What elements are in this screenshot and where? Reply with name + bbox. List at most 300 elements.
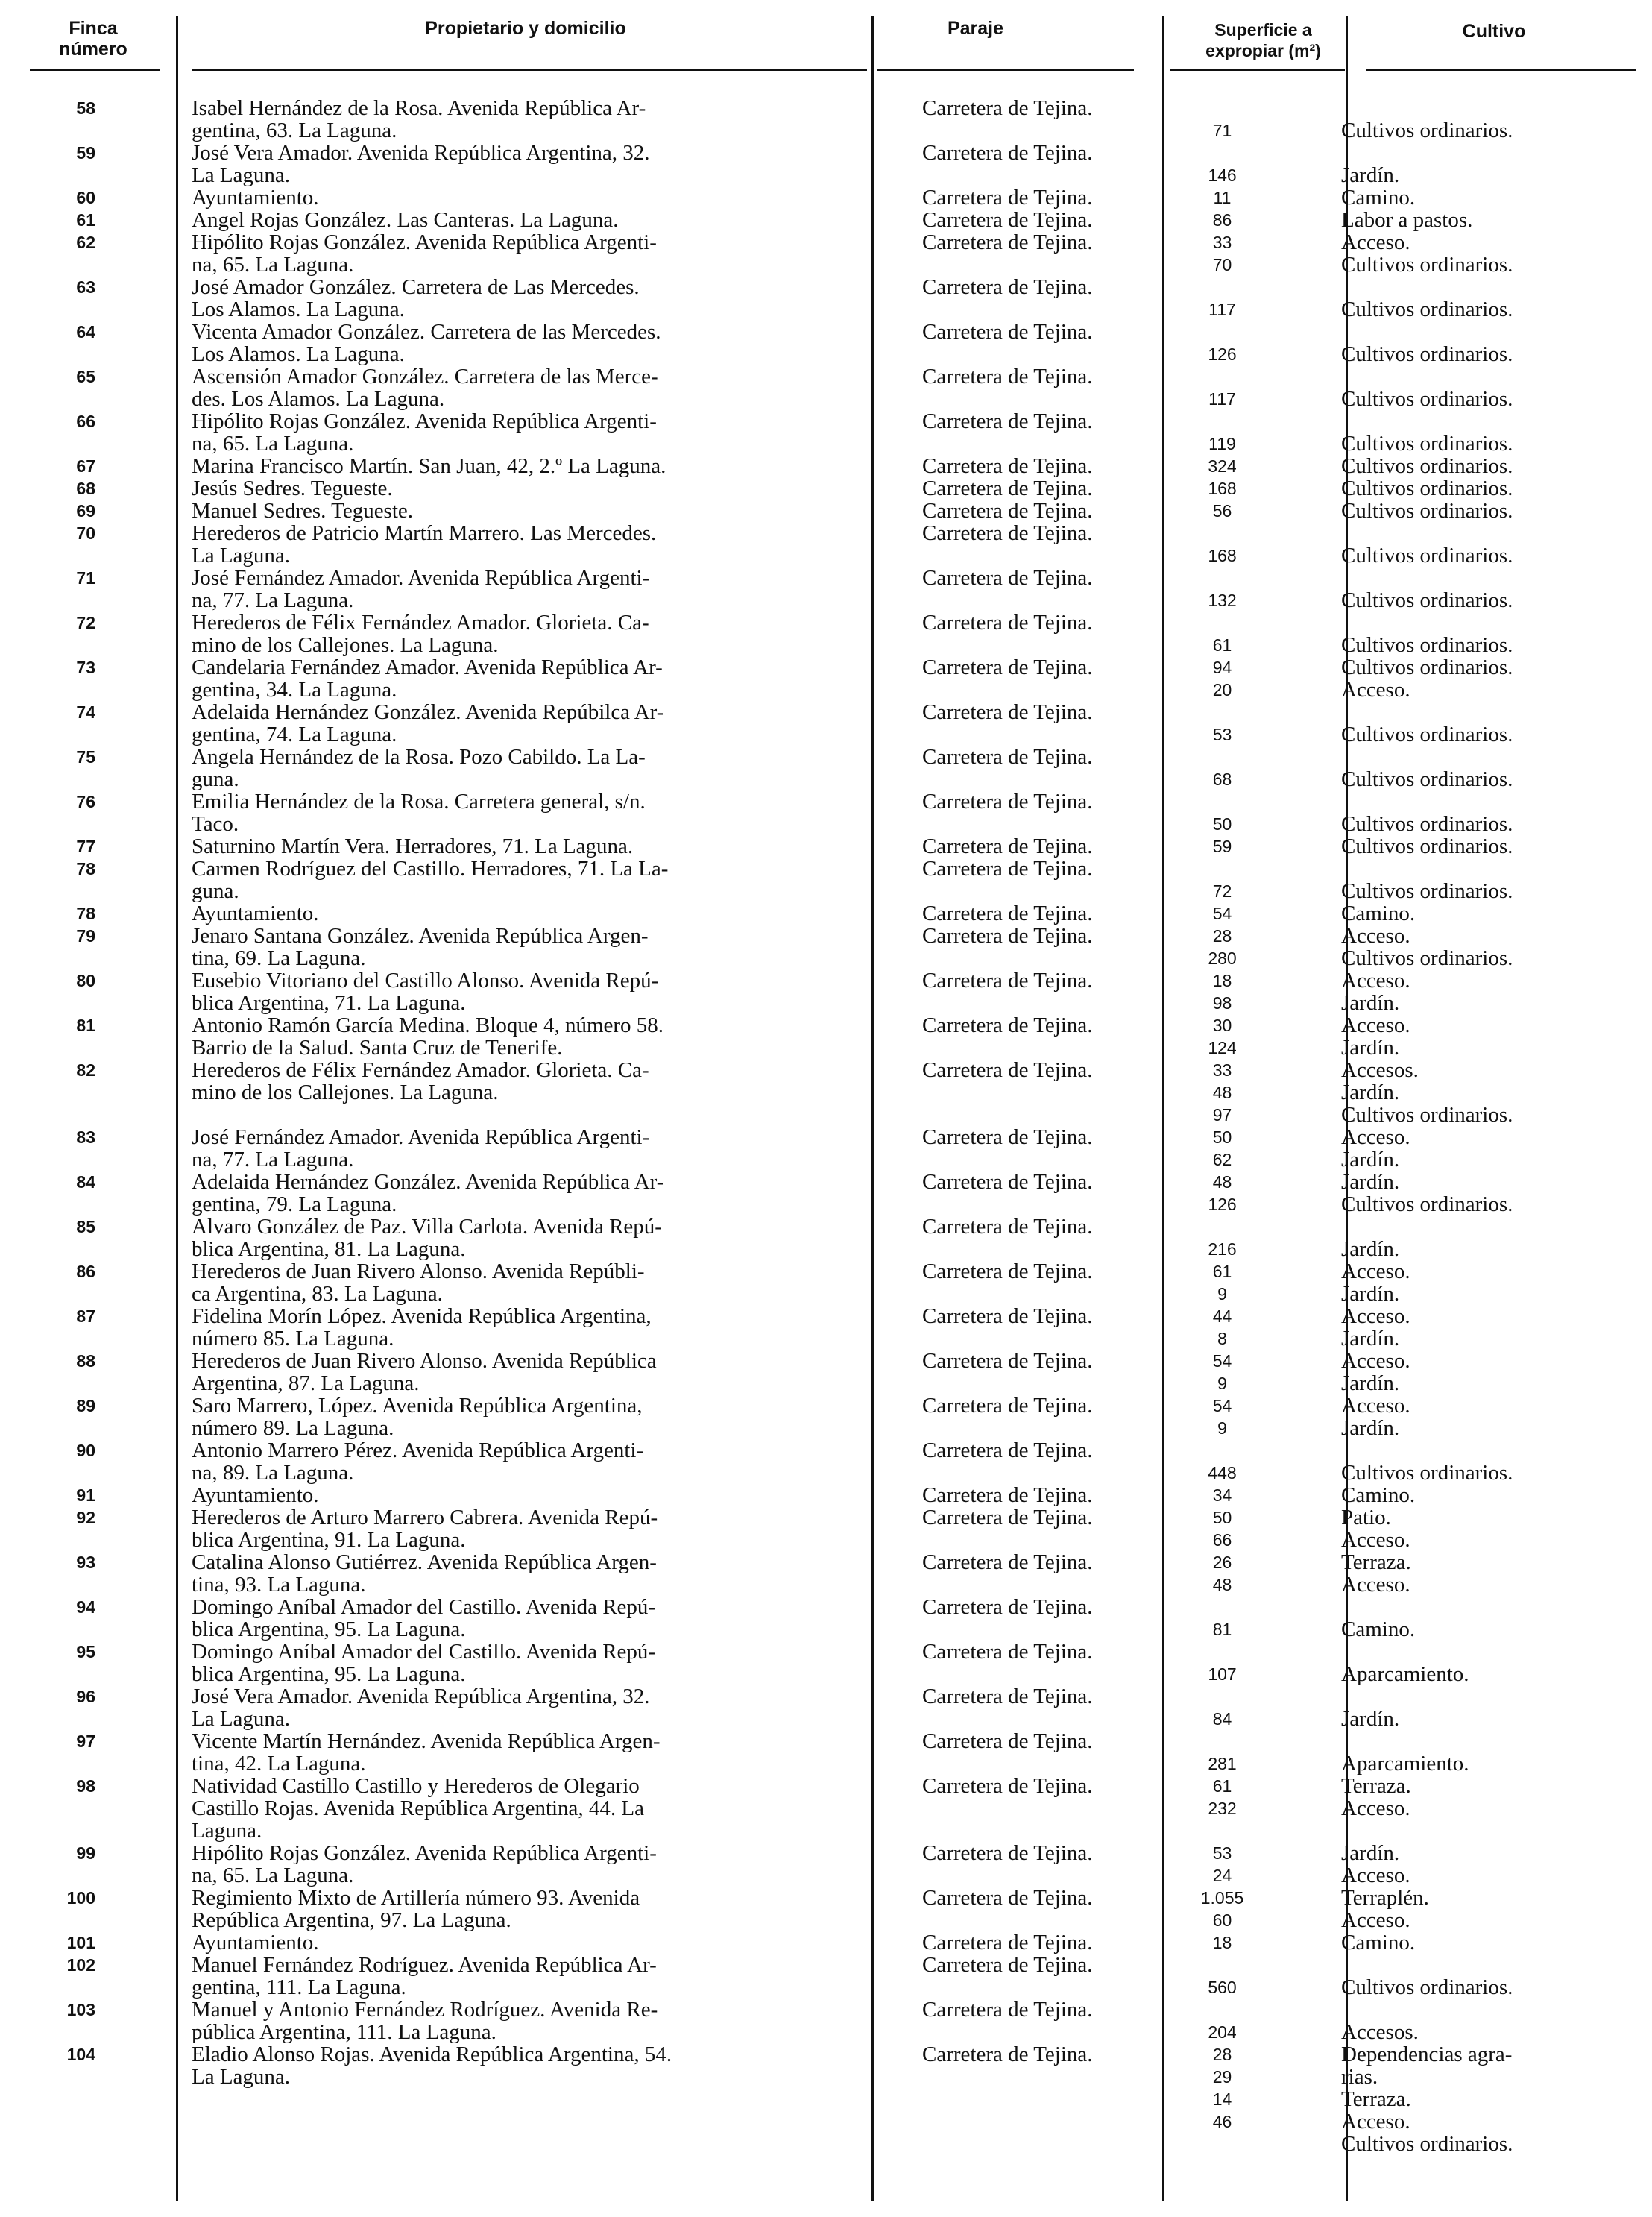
paraje xyxy=(913,410,1111,455)
surface-area-value: 26 xyxy=(1212,1553,1232,1572)
owner-line: tina, 42. La Laguna. xyxy=(192,1752,366,1776)
table-row xyxy=(0,276,1652,321)
owner-line: Ayuntamiento. xyxy=(192,1931,319,1955)
cultivo xyxy=(1319,365,1652,410)
paraje-value: Carretera de Tejina. xyxy=(922,1640,1093,1664)
finca-number xyxy=(0,231,157,276)
cultivo-value: Cultivos ordinarios. xyxy=(1341,342,1513,366)
owner-line: na, 65. La Laguna. xyxy=(192,253,354,277)
surface-area xyxy=(1111,97,1319,142)
surface-area-value: 33 xyxy=(1212,233,1232,252)
finca-number xyxy=(0,1350,157,1394)
finca-number xyxy=(0,500,157,522)
paraje-value: Carretera de Tejina. xyxy=(922,1438,1093,1462)
finca-number xyxy=(0,790,157,835)
header-finca xyxy=(30,18,157,60)
cultivo xyxy=(1319,186,1652,209)
paraje-value: Carretera de Tejina. xyxy=(922,1998,1093,2022)
owner-line: des. Los Alamos. La Laguna. xyxy=(192,387,445,411)
finca-number-value: 79 xyxy=(76,926,95,946)
finca-number xyxy=(0,1551,157,1596)
finca-number-value: 90 xyxy=(76,1441,95,1460)
finca-number xyxy=(0,1439,157,1484)
surface-area-value: 56 xyxy=(1212,501,1232,521)
owner-line: blica Argentina, 91. La Laguna. xyxy=(192,1528,466,1552)
surface-area xyxy=(1111,902,1319,925)
header-rule-owner xyxy=(192,69,867,71)
paraje-value: Carretera de Tejina. xyxy=(922,454,1093,478)
paraje-value: Carretera de Tejina. xyxy=(922,1058,1093,1082)
paraje-value: Carretera de Tejina. xyxy=(922,1349,1093,1373)
cultivo xyxy=(1319,2043,1652,2155)
finca-number-value: 94 xyxy=(76,1597,95,1617)
paraje xyxy=(913,1551,1111,1596)
surface-area xyxy=(1111,701,1319,746)
owner-address xyxy=(157,1685,913,1730)
owner-address xyxy=(157,1014,913,1059)
surface-area xyxy=(1111,365,1319,410)
paraje xyxy=(913,1394,1111,1439)
cultivo-value: Acceso. xyxy=(1341,1528,1410,1552)
paraje xyxy=(913,746,1111,790)
surface-area-value: 132 xyxy=(1208,591,1237,610)
surface-area xyxy=(1111,231,1319,276)
table-row xyxy=(0,790,1652,835)
owner-line: Regimiento Mixto de Artillería número 93. Avenida xyxy=(192,1886,640,1910)
surface-area xyxy=(1111,1305,1319,1350)
surface-area-value: 61 xyxy=(1212,1262,1232,1281)
cultivo-value: Jardín. xyxy=(1341,991,1400,1015)
paraje xyxy=(913,611,1111,656)
cultivo-value: Jardín. xyxy=(1341,1841,1400,1865)
table-row xyxy=(0,701,1652,746)
cultivo xyxy=(1319,321,1652,365)
paraje xyxy=(913,1171,1111,1216)
paraje xyxy=(913,365,1111,410)
cultivo-value: Cultivos ordinarios. xyxy=(1341,767,1513,791)
owner-line: Ascensión Amador González. Carretera de las Merce- xyxy=(192,365,658,389)
header-place: Paraje xyxy=(947,18,1004,39)
surface-area-value: 50 xyxy=(1212,1508,1232,1527)
owner-line: Catalina Alonso Gutiérrez. Avenida República Argen- xyxy=(192,1550,657,1574)
cultivo-value: Cultivos ordinarios. xyxy=(1341,387,1513,411)
cultivo-value: Cultivos ordinarios. xyxy=(1341,1461,1513,1485)
finca-number xyxy=(0,1596,157,1641)
paraje xyxy=(913,1484,1111,1506)
table-row xyxy=(0,1887,1652,1931)
paraje-value: Carretera de Tejina. xyxy=(922,1729,1093,1753)
table-row xyxy=(0,858,1652,902)
owner-line: Herederos de Félix Fernández Amador. Glorieta. Ca- xyxy=(192,1058,649,1082)
surface-area-value: 124 xyxy=(1208,1038,1237,1057)
owner-address xyxy=(157,522,913,567)
paraje xyxy=(913,1685,1111,1730)
cultivo xyxy=(1319,1842,1652,1887)
surface-area xyxy=(1111,1216,1319,1260)
finca-number xyxy=(0,746,157,790)
table-row xyxy=(0,1775,1652,1842)
finca-number xyxy=(0,2043,157,2155)
header-rule-area xyxy=(1170,69,1345,71)
finca-number-value: 102 xyxy=(66,1955,95,1975)
cultivo-value: Acceso. xyxy=(1341,1394,1410,1418)
owner-address xyxy=(157,1484,913,1506)
paraje-value: Carretera de Tejina. xyxy=(922,1506,1093,1529)
owner-line: Natividad Castillo Castillo y Herederos de Olegario xyxy=(192,1774,640,1798)
table-row xyxy=(0,1394,1652,1439)
cultivo-value: Dependencias agra- xyxy=(1341,2043,1513,2066)
surface-area xyxy=(1111,835,1319,858)
owner-line: Marina Francisco Martín. San Juan, 42, 2.º La Laguna. xyxy=(192,454,666,478)
finca-number-value: 78 xyxy=(76,904,95,923)
surface-area-value: 168 xyxy=(1208,546,1237,565)
paraje-value: Carretera de Tejina. xyxy=(922,1550,1093,1574)
table-row xyxy=(0,1126,1652,1171)
cultivo-value: Terraza. xyxy=(1341,1550,1411,1574)
finca-number xyxy=(0,858,157,902)
finca-number-value: 75 xyxy=(76,747,95,767)
table-row xyxy=(0,142,1652,186)
owner-address xyxy=(157,611,913,656)
finca-number xyxy=(0,365,157,410)
finca-number-value: 87 xyxy=(76,1306,95,1326)
surface-area-value: 20 xyxy=(1212,680,1232,699)
surface-area-value: 28 xyxy=(1212,2045,1232,2064)
cultivo xyxy=(1319,567,1652,611)
cultivo-value: Cultivos ordinarios. xyxy=(1341,1192,1513,1216)
header-finca-line-2: número xyxy=(59,39,127,60)
owner-address xyxy=(157,97,913,142)
surface-area-value: 86 xyxy=(1212,210,1232,230)
owner-address xyxy=(157,321,913,365)
cultivo-value: Jardín. xyxy=(1341,163,1400,187)
owner-address xyxy=(157,1260,913,1305)
owner-line: José Fernández Amador. Avenida República Argenti- xyxy=(192,1125,650,1149)
table-row xyxy=(0,1931,1652,1954)
cultivo-value: Cultivos ordinarios. xyxy=(1341,454,1513,478)
surface-area xyxy=(1111,522,1319,567)
surface-area xyxy=(1111,1931,1319,1954)
cultivo-value: Cultivos ordinarios. xyxy=(1341,1975,1513,1999)
owner-address xyxy=(157,1216,913,1260)
surface-area-value: 9 xyxy=(1217,1418,1227,1438)
cultivo xyxy=(1319,1775,1652,1842)
paraje xyxy=(913,321,1111,365)
owner-line: Domingo Aníbal Amador del Castillo. Avenida Repú- xyxy=(192,1595,656,1619)
paraje xyxy=(913,969,1111,1014)
paraje xyxy=(913,1887,1111,1931)
owner-line: blica Argentina, 95. La Laguna. xyxy=(192,1617,466,1641)
paraje-value: Carretera de Tejina. xyxy=(922,2043,1093,2066)
owner-line: Angela Hernández de la Rosa. Pozo Cabildo. La La- xyxy=(192,745,646,769)
header-finca-line-1: Finca xyxy=(69,18,118,39)
cultivo-value: Acceso. xyxy=(1341,1125,1410,1149)
owner-address xyxy=(157,925,913,969)
owner-line: Hipólito Rojas González. Avenida República Argenti- xyxy=(192,1841,657,1865)
cultivo xyxy=(1319,1171,1652,1216)
finca-number-value: 83 xyxy=(76,1128,95,1147)
cultivo xyxy=(1319,1439,1652,1484)
header-area-line-1: Superficie a xyxy=(1214,20,1312,40)
finca-number xyxy=(0,1305,157,1350)
paraje xyxy=(913,701,1111,746)
surface-area xyxy=(1111,1126,1319,1171)
table-row xyxy=(0,410,1652,455)
paraje xyxy=(913,455,1111,477)
owner-line: Vicenta Amador González. Carretera de las Mercedes. xyxy=(192,320,661,344)
owner-address xyxy=(157,1059,913,1126)
owner-address xyxy=(157,500,913,522)
owner-line: José Vera Amador. Avenida República Argentina, 32. xyxy=(192,1685,650,1708)
surface-area xyxy=(1111,1260,1319,1305)
header-area xyxy=(1159,19,1367,61)
owner-line: Jesús Sedres. Tegueste. xyxy=(192,477,393,500)
surface-area xyxy=(1111,142,1319,186)
owner-address xyxy=(157,2043,913,2155)
owner-address xyxy=(157,1954,913,1999)
finca-number xyxy=(0,1484,157,1506)
finca-number xyxy=(0,1842,157,1887)
owner-address xyxy=(157,209,913,231)
table-row xyxy=(0,2043,1652,2155)
surface-area xyxy=(1111,2043,1319,2155)
paraje xyxy=(913,1014,1111,1059)
paraje-value: Carretera de Tejina. xyxy=(922,477,1093,500)
cultivo-value: Camino. xyxy=(1341,1483,1416,1507)
paraje xyxy=(913,925,1111,969)
cultivo-value: Camino. xyxy=(1341,186,1416,210)
cultivo-value: Cultivos ordinarios. xyxy=(1341,544,1513,567)
finca-number xyxy=(0,1506,157,1551)
surface-area xyxy=(1111,1596,1319,1641)
cultivo xyxy=(1319,142,1652,186)
cultivo xyxy=(1319,790,1652,835)
owner-line: guna. xyxy=(192,879,239,903)
cultivo-value: Acceso. xyxy=(1341,1864,1410,1887)
paraje-value: Carretera de Tejina. xyxy=(922,566,1093,590)
surface-area xyxy=(1111,410,1319,455)
paraje-value: Carretera de Tejina. xyxy=(922,186,1093,210)
surface-area xyxy=(1111,1775,1319,1842)
paraje-value: Carretera de Tejina. xyxy=(922,1304,1093,1328)
surface-area-value: 14 xyxy=(1212,2089,1232,2109)
paraje-value: Carretera de Tejina. xyxy=(922,1215,1093,1239)
finca-number-value: 62 xyxy=(76,233,95,252)
cultivo xyxy=(1319,1059,1652,1126)
surface-area-value: 117 xyxy=(1208,389,1236,409)
surface-area xyxy=(1111,1439,1319,1484)
cultivo-value: Acceso. xyxy=(1341,1260,1410,1283)
table-row xyxy=(0,209,1652,231)
owner-address xyxy=(157,1887,913,1931)
cultivo-value: Cultivos ordinarios. xyxy=(1341,119,1513,142)
cultivo xyxy=(1319,1216,1652,1260)
paraje-value: Carretera de Tejina. xyxy=(922,96,1093,120)
cultivo xyxy=(1319,1596,1652,1641)
finca-number-value: 70 xyxy=(76,523,95,543)
owner-address xyxy=(157,835,913,858)
table-row xyxy=(0,1506,1652,1551)
owner-line: na, 65. La Laguna. xyxy=(192,1864,354,1887)
owner-address xyxy=(157,1551,913,1596)
finca-number-value: 100 xyxy=(66,1888,95,1908)
paraje xyxy=(913,231,1111,276)
table-row xyxy=(0,321,1652,365)
cultivo xyxy=(1319,1484,1652,1506)
header-rule-crop xyxy=(1366,69,1636,71)
surface-area xyxy=(1111,858,1319,902)
table-row xyxy=(0,1484,1652,1506)
finca-number xyxy=(0,142,157,186)
paraje xyxy=(913,97,1111,142)
owner-line: Vicente Martín Hernández. Avenida República Argen- xyxy=(192,1729,661,1753)
owner-line: Emilia Hernández de la Rosa. Carretera general, s/n. xyxy=(192,790,646,814)
cultivo xyxy=(1319,1126,1652,1171)
paraje xyxy=(913,902,1111,925)
owner-line: na, 89. La Laguna. xyxy=(192,1461,354,1485)
owner-line: mino de los Callejones. La Laguna. xyxy=(192,1081,499,1104)
owner-address xyxy=(157,1999,913,2043)
owner-address xyxy=(157,1641,913,1685)
cultivo xyxy=(1319,522,1652,567)
surface-area xyxy=(1111,1014,1319,1059)
owner-address xyxy=(157,701,913,746)
paraje-value: Carretera de Tejina. xyxy=(922,924,1093,948)
finca-number xyxy=(0,835,157,858)
paraje-value: Carretera de Tejina. xyxy=(922,1931,1093,1955)
table-row xyxy=(0,365,1652,410)
owner-line: Los Alamos. La Laguna. xyxy=(192,298,405,321)
finca-number xyxy=(0,1059,157,1126)
surface-area-value: 84 xyxy=(1212,1709,1232,1729)
cultivo-value: Aparcamiento. xyxy=(1341,1752,1469,1776)
surface-area-value: 126 xyxy=(1208,345,1237,364)
owner-line: blica Argentina, 71. La Laguna. xyxy=(192,991,466,1015)
surface-area-value: 53 xyxy=(1212,725,1232,744)
owner-line: blica Argentina, 95. La Laguna. xyxy=(192,1662,466,1686)
owner-address xyxy=(157,969,913,1014)
surface-area-value: 61 xyxy=(1212,1776,1232,1796)
table-row xyxy=(0,1730,1652,1775)
surface-area-value: 44 xyxy=(1212,1306,1232,1326)
owner-address xyxy=(157,365,913,410)
paraje xyxy=(913,1305,1111,1350)
finca-number-value: 77 xyxy=(76,837,95,856)
table-row xyxy=(0,1439,1652,1484)
cultivo-value: Cultivos ordinarios. xyxy=(1341,655,1513,679)
table-row xyxy=(0,746,1652,790)
owner-address xyxy=(157,746,913,790)
cultivo-value: Acceso. xyxy=(1341,678,1410,702)
paraje-value: Carretera de Tejina. xyxy=(922,1685,1093,1708)
owner-line: na, 65. La Laguna. xyxy=(192,432,354,456)
cultivo-value: Jardín. xyxy=(1341,1327,1400,1350)
cultivo-value: Cultivos ordinarios. xyxy=(1341,946,1513,970)
surface-area xyxy=(1111,1730,1319,1775)
finca-number xyxy=(0,1641,157,1685)
cultivo-value: Cultivos ordinarios. xyxy=(1341,477,1513,500)
finca-number xyxy=(0,321,157,365)
table-row xyxy=(0,1171,1652,1216)
surface-area xyxy=(1111,186,1319,209)
owner-line: gentina, 34. La Laguna. xyxy=(192,678,397,702)
finca-number xyxy=(0,656,157,701)
owner-line: na, 77. La Laguna. xyxy=(192,1148,354,1172)
paraje xyxy=(913,2043,1111,2155)
owner-line: Manuel Fernández Rodríguez. Avenida República Ar- xyxy=(192,1953,657,1977)
cultivo xyxy=(1319,925,1652,969)
owner-line: La Laguna. xyxy=(192,163,291,187)
paraje xyxy=(913,835,1111,858)
surface-area-value: 71 xyxy=(1212,121,1232,140)
finca-number xyxy=(0,1685,157,1730)
paraje-value: Carretera de Tejina. xyxy=(922,1483,1093,1507)
surface-area-value: 30 xyxy=(1212,1016,1232,1035)
surface-area-value: 168 xyxy=(1208,479,1237,498)
paraje-value: Carretera de Tejina. xyxy=(922,655,1093,679)
surface-area xyxy=(1111,611,1319,656)
surface-area-value: 280 xyxy=(1208,949,1237,968)
cultivo xyxy=(1319,276,1652,321)
surface-area-value: 117 xyxy=(1208,300,1236,319)
owner-line: Adelaida Hernández González. Avenida República Ar- xyxy=(192,1170,664,1194)
finca-number xyxy=(0,455,157,477)
surface-area xyxy=(1111,455,1319,477)
owner-line: La Laguna. xyxy=(192,544,291,567)
cultivo xyxy=(1319,1551,1652,1596)
surface-area-value: 61 xyxy=(1212,635,1232,655)
paraje-value: Carretera de Tejina. xyxy=(922,969,1093,993)
cultivo-value: Aparcamiento. xyxy=(1341,1662,1469,1686)
surface-area-value: 281 xyxy=(1208,1754,1237,1773)
finca-number-value: 74 xyxy=(76,702,95,722)
surface-area xyxy=(1111,500,1319,522)
paraje-value: Carretera de Tejina. xyxy=(922,499,1093,523)
owner-line: Ayuntamiento. xyxy=(192,902,319,925)
table-row xyxy=(0,1954,1652,1999)
finca-number xyxy=(0,1171,157,1216)
table-row xyxy=(0,1260,1652,1305)
owner-address xyxy=(157,1730,913,1775)
cultivo xyxy=(1319,1305,1652,1350)
cultivo-value: Acceso. xyxy=(1341,924,1410,948)
owner-address xyxy=(157,1931,913,1954)
surface-area-value: 232 xyxy=(1208,1799,1237,1818)
surface-area-value: 119 xyxy=(1208,434,1236,453)
paraje-value: Carretera de Tejina. xyxy=(922,1886,1093,1910)
cultivo-value: Cultivos ordinarios. xyxy=(1341,834,1513,858)
table-row xyxy=(0,97,1652,142)
surface-area-value: 146 xyxy=(1208,166,1237,185)
surface-area xyxy=(1111,1842,1319,1887)
cultivo-value: Terraplén. xyxy=(1341,1886,1429,1910)
finca-number xyxy=(0,209,157,231)
surface-area xyxy=(1111,1484,1319,1506)
surface-area xyxy=(1111,1685,1319,1730)
cultivo xyxy=(1319,902,1652,925)
paraje xyxy=(913,656,1111,701)
header-area-line-2: expropiar (m²) xyxy=(1205,41,1321,60)
cultivo-value: Acceso. xyxy=(1341,1304,1410,1328)
owner-line: gentina, 79. La Laguna. xyxy=(192,1192,397,1216)
owner-line: Castillo Rojas. Avenida República Argentina, 44. La xyxy=(192,1796,645,1820)
paraje-value: Carretera de Tejina. xyxy=(922,857,1093,881)
paraje-value: Carretera de Tejina. xyxy=(922,1125,1093,1149)
paraje-value: Carretera de Tejina. xyxy=(922,1841,1093,1865)
surface-area xyxy=(1111,1999,1319,2043)
finca-number-value: 98 xyxy=(76,1776,95,1796)
cultivo-value: Accesos. xyxy=(1341,2020,1419,2044)
